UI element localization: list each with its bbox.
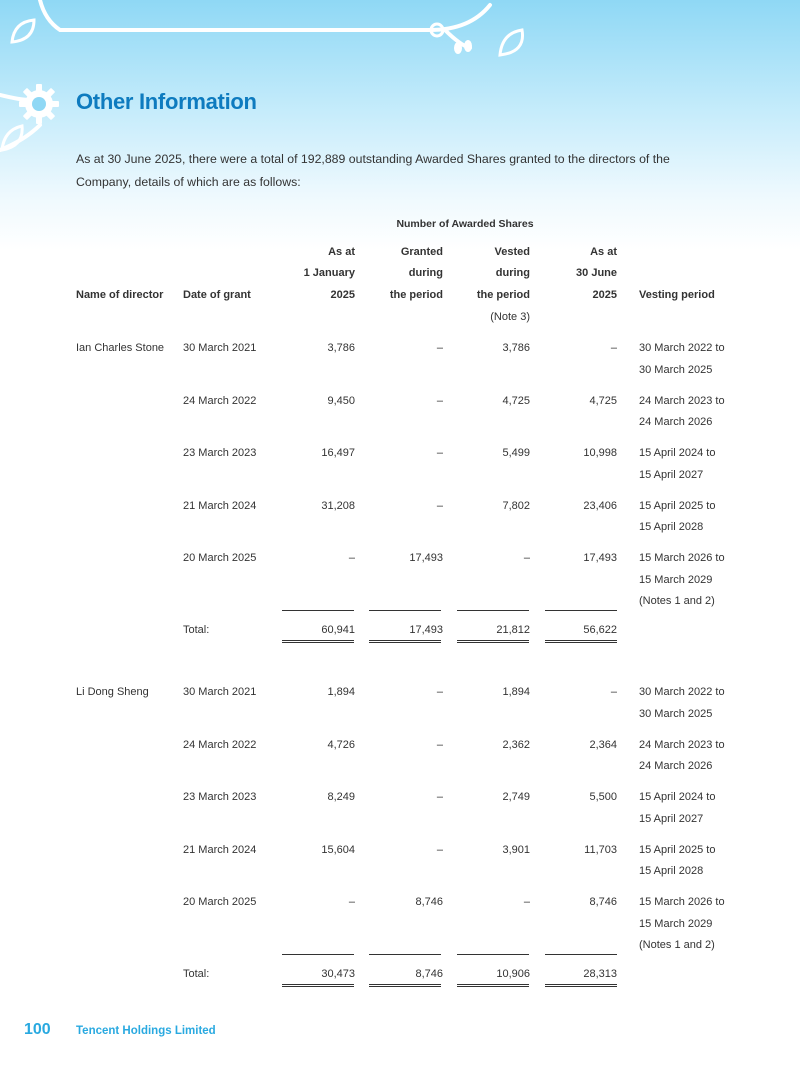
total-label: Total: — [183, 968, 210, 980]
total-double-rule — [545, 984, 617, 987]
subtotal-rule — [369, 610, 441, 611]
value-granted: 17,493 — [409, 552, 443, 564]
value-open: – — [348, 552, 355, 564]
grant-date: 30 March 2021 — [183, 686, 257, 698]
value-open: – — [348, 896, 355, 908]
page-title: Other Information — [76, 89, 257, 114]
header-open: As at — [328, 245, 355, 258]
value-close: – — [610, 342, 617, 354]
value-open: 9,450 — [327, 394, 355, 407]
value-open: 16,497 — [321, 447, 355, 459]
value-granted: – — [436, 394, 443, 407]
vesting-period-line: 24 March 2023 to — [639, 738, 725, 751]
value-vested: 2,362 — [502, 738, 530, 751]
vesting-period-line: 15 April 2027 — [639, 468, 704, 481]
vesting-period-line: 15 April 2024 to — [639, 791, 716, 803]
total-double-rule — [282, 984, 354, 987]
value-vested: 5,499 — [502, 447, 530, 459]
value-vested: 4,725 — [502, 394, 530, 407]
header-vested: (Note 3) — [490, 310, 530, 323]
vesting-period-line: 15 March 2026 to — [639, 896, 725, 908]
total-granted: 17,493 — [409, 624, 443, 636]
header-close: 30 June — [576, 267, 617, 280]
header-vested: during — [495, 267, 530, 280]
director-name: Ian Charles Stone — [76, 342, 165, 354]
total-double-rule — [457, 640, 529, 643]
subtotal-rule — [457, 610, 529, 611]
value-granted: – — [436, 499, 443, 512]
header-granted: Granted — [400, 245, 443, 258]
vesting-period-line: 15 April 2025 to — [639, 843, 716, 856]
value-open: 31,208 — [321, 499, 355, 512]
grant-date: 30 March 2021 — [183, 342, 257, 354]
value-granted: – — [436, 447, 443, 459]
value-granted: – — [436, 791, 443, 803]
subtotal-rule — [369, 954, 441, 955]
total-open: 30,473 — [321, 968, 355, 980]
vesting-period-line: 15 April 2028 — [639, 865, 704, 878]
grant-date: 23 March 2023 — [183, 791, 257, 803]
subtotal-rule — [457, 954, 529, 955]
vesting-period-line: 15 March 2029 — [639, 917, 713, 930]
total-double-rule — [369, 640, 441, 643]
subtotal-rule — [545, 610, 617, 611]
total-open: 60,941 — [321, 624, 355, 636]
value-close: 4,725 — [589, 394, 617, 407]
total-double-rule — [282, 640, 354, 643]
header-vested: Vested — [494, 245, 530, 258]
vesting-period-line: 30 March 2022 to — [639, 686, 725, 698]
vesting-period-line: 30 March 2022 to — [639, 342, 725, 354]
header-close: 2025 — [592, 289, 617, 301]
value-vested: 3,786 — [502, 342, 530, 354]
value-vested: – — [523, 552, 530, 564]
value-granted: – — [436, 342, 443, 354]
vesting-period-line: 15 March 2026 to — [639, 552, 725, 564]
value-close: 5,500 — [589, 791, 617, 803]
vesting-period-line: (Notes 1 and 2) — [639, 595, 715, 608]
total-vested: 21,812 — [496, 624, 530, 636]
vesting-period-line: 24 March 2023 to — [639, 394, 725, 407]
page-number: 100 — [24, 1021, 51, 1038]
value-open: 15,604 — [321, 843, 355, 856]
value-close: 8,746 — [589, 896, 617, 908]
vesting-period-line: (Notes 1 and 2) — [639, 939, 715, 952]
header-vested: the period — [476, 289, 530, 301]
value-open: 1,894 — [327, 686, 355, 698]
group-header: Number of Awarded Shares — [396, 218, 534, 230]
subtotal-rule — [545, 954, 617, 955]
header-granted: during — [408, 267, 443, 280]
value-vested: 1,894 — [502, 686, 530, 698]
value-vested: – — [523, 896, 530, 908]
vesting-period-line: 15 April 2027 — [639, 812, 704, 825]
director-name: Li Dong Sheng — [76, 686, 149, 698]
value-open: 4,726 — [327, 738, 355, 751]
vesting-period-line: 24 March 2026 — [639, 416, 713, 429]
value-close: 11,703 — [584, 843, 617, 856]
value-granted: – — [436, 686, 443, 698]
total-label: Total: — [183, 624, 210, 636]
value-granted: – — [436, 843, 443, 856]
value-granted: 8,746 — [415, 896, 443, 908]
grant-date: 20 March 2025 — [183, 896, 257, 908]
total-granted: 8,746 — [415, 968, 443, 980]
vesting-period-line: 30 March 2025 — [639, 707, 713, 720]
total-double-rule — [369, 984, 441, 987]
total-double-rule — [545, 640, 617, 643]
header-vesting-period: Vesting period — [639, 289, 715, 301]
value-close: 2,364 — [589, 738, 617, 751]
grant-date: 20 March 2025 — [183, 552, 257, 564]
value-close: 10,998 — [583, 447, 617, 459]
value-open: 3,786 — [327, 342, 355, 354]
value-close: – — [610, 686, 617, 698]
header-granted: the period — [389, 289, 443, 301]
intro-paragraph: As at 30 June 2025, there were a total of 192,889 outstanding Awarded Shares granted to the directors of the Company, details of which are as follows: — [76, 152, 670, 189]
value-vested: 3,901 — [502, 843, 530, 856]
vesting-period-line: 24 March 2026 — [639, 760, 713, 773]
vesting-period-line: 15 March 2029 — [639, 573, 713, 586]
vesting-period-line: 30 March 2025 — [639, 363, 713, 376]
footer-company: Tencent Holdings Limited — [76, 1025, 216, 1037]
header-name-of-director: Name of director — [76, 289, 164, 301]
grant-date: 24 March 2022 — [183, 394, 257, 407]
value-granted: – — [436, 738, 443, 751]
value-open: 8,249 — [327, 791, 355, 803]
vesting-period-line: 15 April 2028 — [639, 521, 704, 534]
header-date-of-grant: Date of grant — [183, 289, 251, 301]
value-vested: 7,802 — [502, 499, 530, 512]
subtotal-rule — [282, 954, 354, 955]
total-double-rule — [457, 984, 529, 987]
value-close: 17,493 — [583, 552, 617, 564]
subtotal-rule — [282, 610, 354, 611]
header-close: As at — [590, 245, 617, 258]
total-close: 56,622 — [583, 624, 617, 636]
header-open: 1 January — [303, 267, 355, 280]
vesting-period-line: 15 April 2024 to — [639, 447, 716, 459]
grant-date: 24 March 2022 — [183, 738, 257, 751]
vesting-period-line: 15 April 2025 to — [639, 499, 716, 512]
grant-date: 23 March 2023 — [183, 447, 257, 459]
header-open: 2025 — [330, 289, 355, 301]
grant-date: 21 March 2024 — [183, 843, 257, 856]
total-vested: 10,906 — [496, 968, 530, 980]
value-vested: 2,749 — [502, 791, 530, 803]
total-close: 28,313 — [583, 968, 617, 980]
grant-date: 21 March 2024 — [183, 499, 257, 512]
value-close: 23,406 — [583, 499, 617, 512]
